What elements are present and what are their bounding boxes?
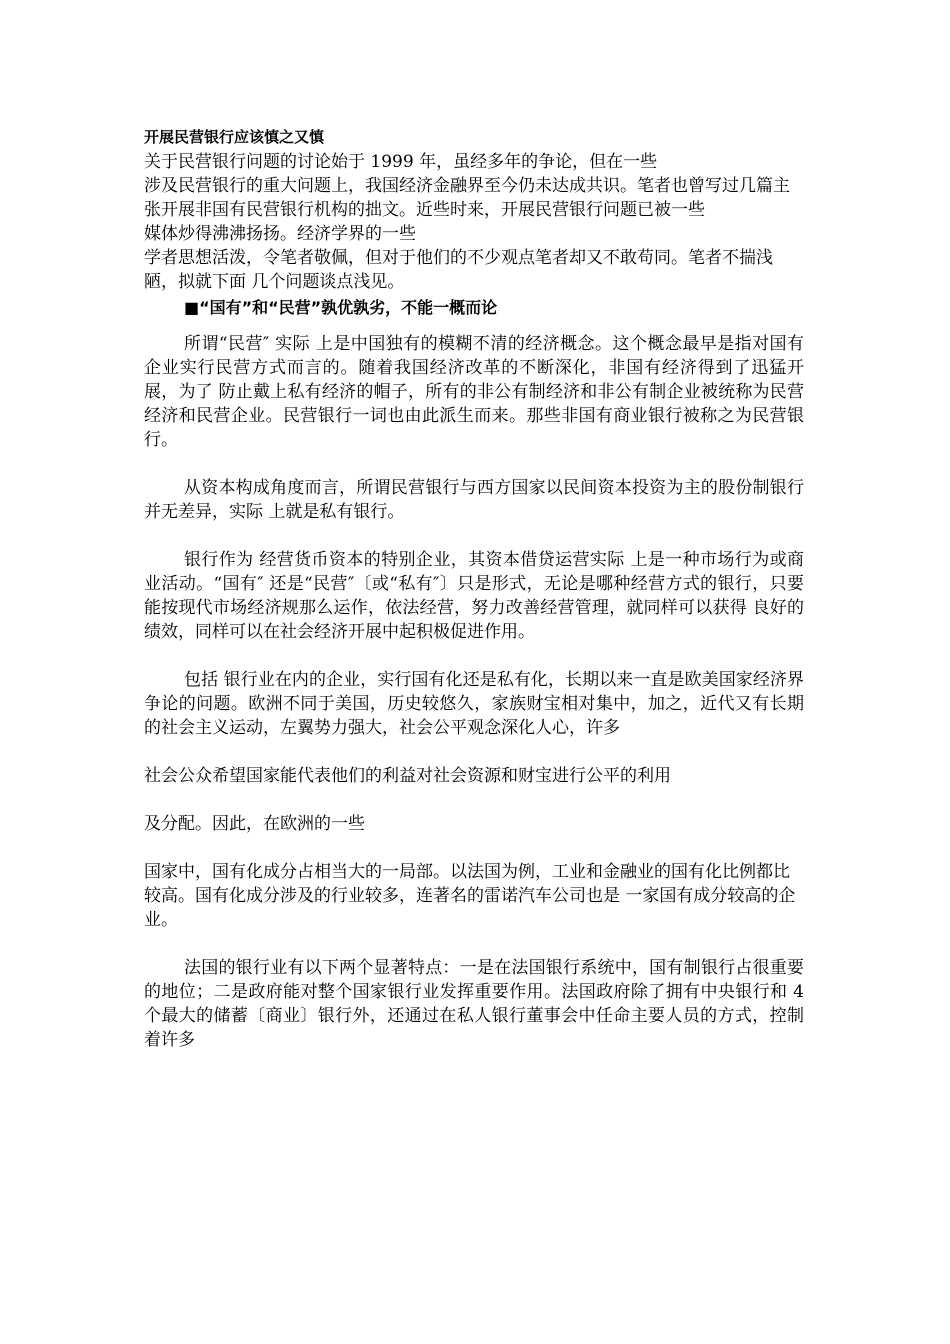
body-paragraph: 包括 银行业在内的企业，实行国有化还是私有化，长期以来一直是欧美国家经济界争论的问题。欧洲不同于美国，历史较悠久，家族财宝相对集中，加之，近代又有长期的社会主义运动，左翼势力强大，社会公平观念深化人心，许多 (144, 670, 804, 738)
body-paragraph: 所谓“民营″ 实际 上是中国独有的模糊不清的经济概念。这个概念最早是指对国有企业实行民营方式而言的。随着我国经济改革的不断深化，非国有经济得到了迅猛开展，为了 防止戴上私有经济的帽子，所有的非公有制经济和非公有制企业被统称为民营经济和民营企业。民营银行一词也由此派生而来。那些非国有商业银行被称之为民营银行。 (144, 334, 804, 450)
document-title: 开展民营银行应该慎之又慎 (144, 128, 325, 146)
intro-line: 涉及民营银行的重大问题上，我国经济金融界至今仍未达成共识。笔者也曾写过几篇主张开展非国有民营银行机构的拙文。近些时来，开展民营银行问题已被一些 (144, 176, 790, 220)
intro-line: 媒体炒得沸沸扬扬。经济学界的一些 (144, 224, 416, 244)
fragment-line: 社会公众希望国家能代表他们的利益对社会资源和财宝进行公平的利用 (144, 766, 671, 786)
fragment-line: 及分配。因此，在欧洲的一些 (144, 814, 365, 834)
intro-line: 学者思想活泼，令笔者敬佩，但对于他们的不少观点笔者却又不敢苟同。笔者不揣浅陋，拟就下面 几个问题谈点浅见。 (144, 248, 773, 292)
intro-line: 关于民营银行问题的讨论始于 1999 年，虽经多年的争论，但在一些 (144, 152, 658, 172)
section-heading: ■“国有”和“民营”孰优孰劣，不能一概而论 (184, 298, 498, 317)
body-paragraph: 银行作为 经营货币资本的特别企业，其资本借贷运营实际 上是一种市场行为或商业活动。“国有″ 还是“民营″〔或“私有″〕只是形式，无论是哪种经营方式的银行，只要能按现代市场经济规那么运作，依法经营，努力改善经营管理，就同样可以获得 良好的绩效，同样可以在社会经济开展中起积极促进作用。 (144, 550, 804, 642)
body-paragraph: 从资本构成角度而言，所谓民营银行与西方国家以民间资本投资为主的股份制银行并无差异，实际 上就是私有银行。 (144, 478, 804, 522)
body-paragraph: 国家中，国有化成分占相当大的一局部。以法国为例，工业和金融业的国有化比例都比较高。国有化成分涉及的行业较多，连著名的雷诺汽车公司也是 一家国有成分较高的企业。 (144, 862, 796, 930)
document-page (144, 126, 804, 1052)
body-paragraph: 法国的银行业有以下两个显著特点：一是在法国银行系统中，国有制银行占很重要的地位；二是政府能对整个国家银行业发挥重要作用。法国政府除了拥有中央银行和 4 个最大的储蓄〔商业〕银行外，还通过在私人银行董事会中任命主要人员的方式，控制着许多 (144, 958, 804, 1050)
